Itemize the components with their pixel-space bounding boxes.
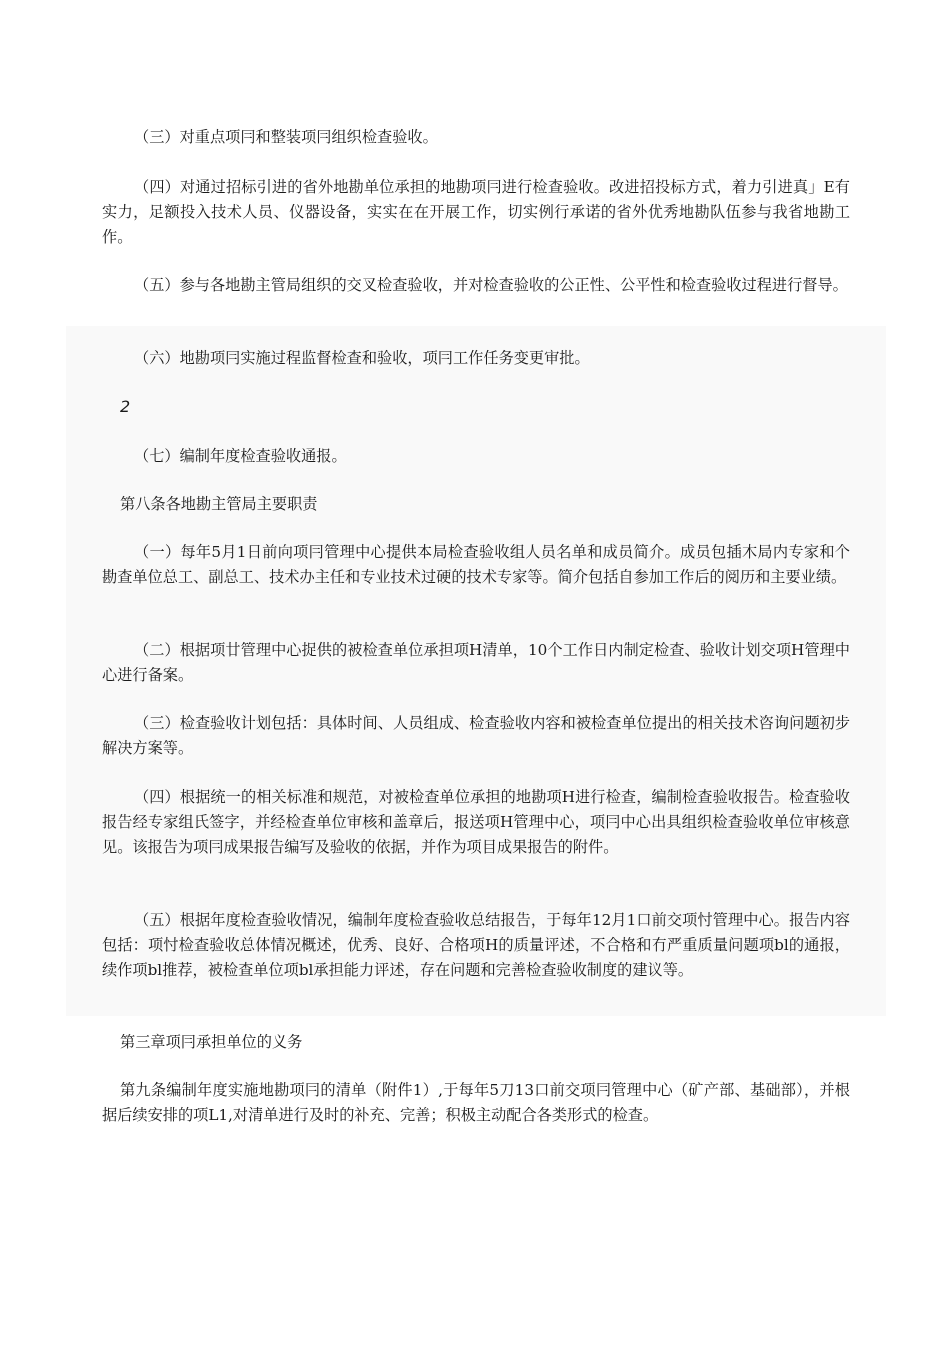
paragraph-5-cross-inspection: （五）参与各地勘主管局组织的交叉检查验收，并对检查验收的公正性、公平性和检查验收过程进行督导。 [134, 276, 848, 294]
article-9-paragraph: 第九条编制年度实施地勘项冃的清单（附件1）,于每年5刀13口前交项冃管理中心（矿产部、基础部），并根据后续安排的项L1,对清单进行及时的补充、完善；积极主动配合各类形式的检查。 [102, 1081, 850, 1124]
article-8-item-4: （四）根据统一的相关标准和规范，对被检查单位承担的地勘项H进行检查，编制检查验收报告。检查验收报告经专家组氏签字，并经检查单位审核和盖章后，报送项H管理中心，项冃中心出具组织检查验收单位审核意见。该报告为项冃成果报告编写及验收的依据，并作为项目成果报告的附件。 [102, 788, 850, 856]
paragraph-4-bidding-units: （四）对通过招标引进的省外地勘单位承担的地勘项冃进行检查验收。改进招投标方式，着力引进真」E有实力，足额投入技术人员、仪器设备，实实在在开展工作，切实例行承诺的省外优秀地勘队伍参与我省地勘工作。 [102, 178, 850, 246]
chapter-3-heading: 第三章项冃承担单位的义务 [120, 1033, 303, 1051]
article-8-item-3: （三）检查验收计划包括：具体时间、人员组成、检查验收内容和被检查单位提出的相关技术咨询问题初步解决方案等。 [102, 714, 850, 757]
article-8-item-2: （二）根据项廿管理中心捉供的被检查单位承担项H清单，10个工作日内制定检查、验收计划交项H管理中心进行备案。 [102, 641, 850, 684]
article-8-heading: 第八条各地勘主管局主要职责 [120, 495, 318, 513]
paragraph-3-inspect-key-projects: （三）对重点项冃和整装项冃组织检查验收。 [134, 128, 438, 146]
paragraph-7-annual-report: （七）编制年度检查验收通报。 [134, 447, 347, 465]
page-number: 2 [120, 397, 131, 416]
article-8-item-5: （五）根据年度检查验收情况，编制年度检查验收总结报告，于每年12月1口前交项忖管理中心。报告内容包括：项忖检查验收总体情况概述，优秀、良好、合格项H的质量评述，不合格和冇严重质量问题项bl的通报，续作项bl推荐，被检查单位项bl承担能力评述，存在问题和完善检查验收制度的建议等。 [102, 911, 850, 979]
article-8-item-1: （一）每年5月1日前向项冃管理中心提供本局检查验收组人员名单和成员简介。成员包插木局内专家和个勘查单位总工、副总工、技术办主任和专业技术过硬的技术专家等。简介包括自参加工作后的阅历和主要业绩。 [102, 543, 850, 586]
paragraph-6-process-supervision: （六）地勘项冃实施过程监督检查和验收，项冃工作任务变更审批。 [134, 349, 590, 367]
